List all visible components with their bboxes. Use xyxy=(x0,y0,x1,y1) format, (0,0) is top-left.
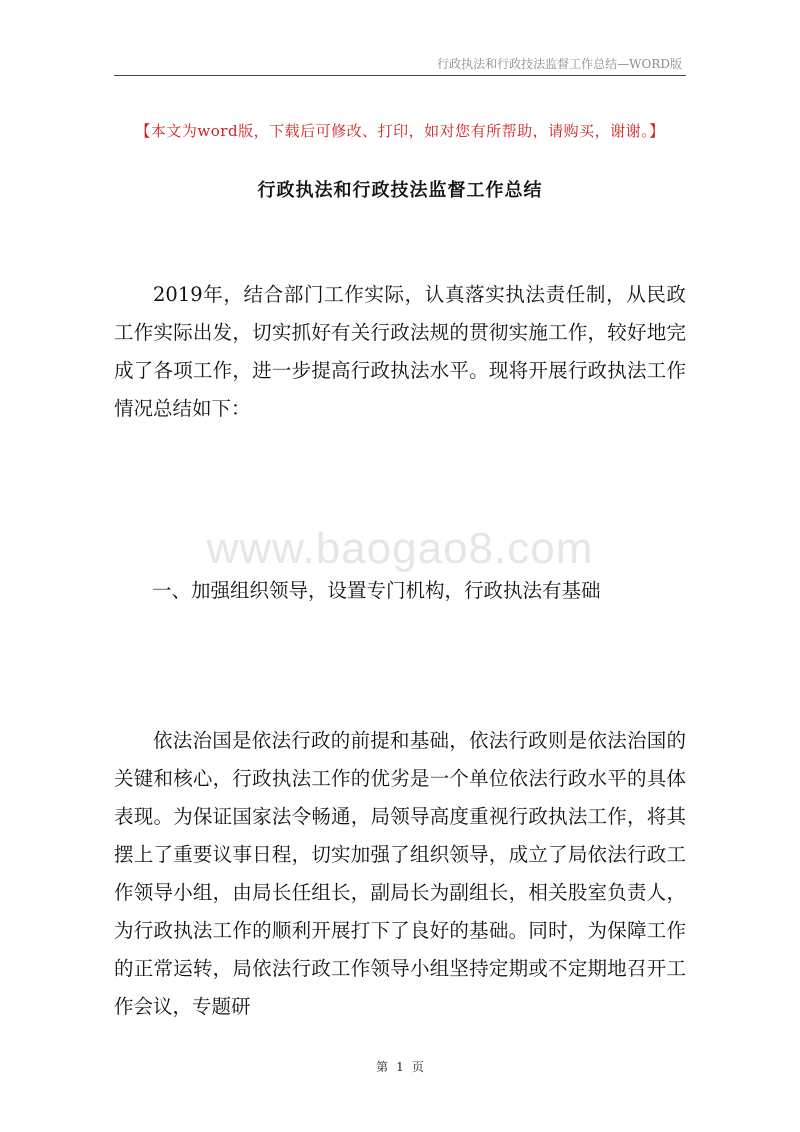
header-divider xyxy=(114,75,686,76)
site-watermark: www.baogao8.com xyxy=(206,524,594,573)
page-number: 1 xyxy=(396,1060,404,1074)
page-footer xyxy=(0,1058,800,1075)
section-1-paragraph: 依法治国是依法行政的前提和基础，依法行政则是依法治国的关键和核心，行政执法工作的优劣是一个单位依法行政水平的具体表现。为保证国家法令畅通，局领导高度重视行政执法工作，将其摆上了重要议事日程，切实加强了组织领导，成立了局依法行政工作领导小组，由局长任组长，副局长为副组长，相关股室负责人，为行政执法工作的顺利开展打下了良好的基础。同时，为保障工作的正常运转，局依法行政工作领导小组坚持定期或不定期地召开工作会议，专题研 xyxy=(114,729,686,1018)
purchase-notice: 【本文为word版，下载后可修改、打印，如对您有所帮助，请购买，谢谢。】 xyxy=(135,122,665,140)
intro-paragraph: 2019年，结合部门工作实际，认真落实执法责任制，从民政工作实际出发，切实抓好有关行政法规的贯彻实施工作，较好地完成了各项工作，进一步提高行政执法水平。现将开展行政执法工作情况总结如下： xyxy=(114,283,686,420)
section-1-heading: 一、加强组织领导，设置专门机构，行政执法有基础 xyxy=(152,579,601,602)
footer-suffix: 页 xyxy=(411,1060,424,1074)
footer-prefix: 第 xyxy=(376,1060,389,1074)
running-header: 行政执法和行政技法监督工作总结—WORD版 xyxy=(437,57,682,71)
document-title: 行政执法和行政技法监督工作总结 xyxy=(257,180,543,201)
